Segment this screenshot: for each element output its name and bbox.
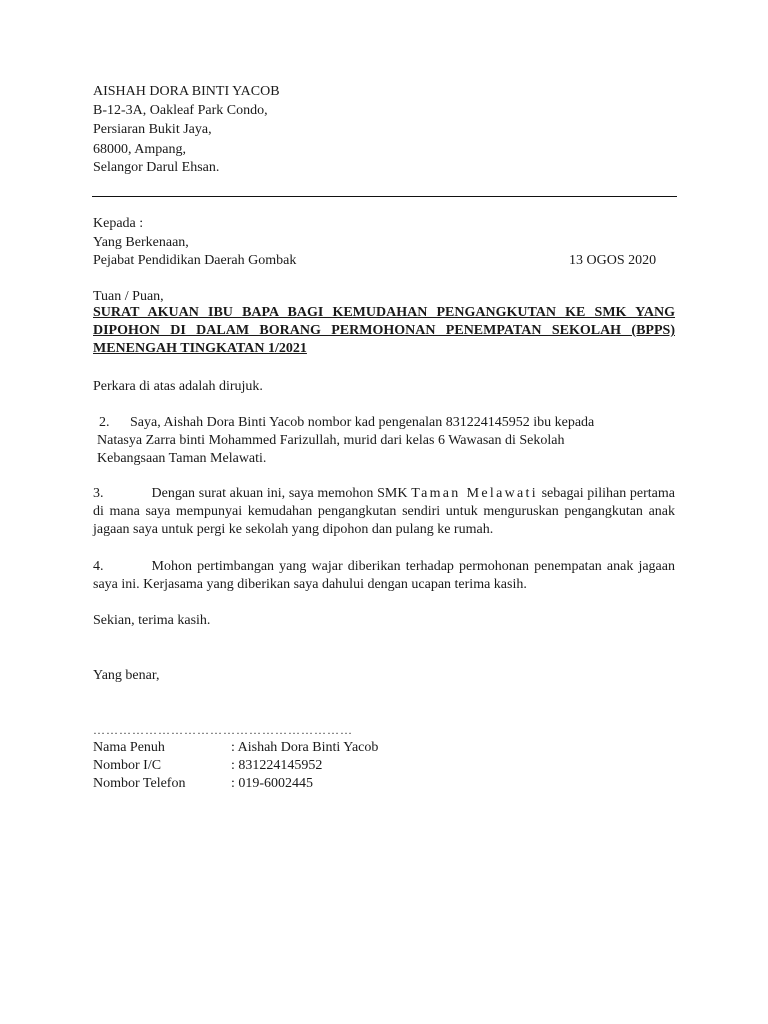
sender-address-line: B-12-3A, Oakleaf Park Condo,: [93, 103, 268, 118]
signer-ic-label: Nombor I/C: [93, 758, 162, 773]
signer-phone-label: Nombor Telefon: [93, 776, 186, 791]
closing: Sekian, terima kasih.: [93, 613, 211, 628]
paragraph-3: [93, 485, 675, 539]
paragraph-2-number: 2.: [99, 415, 110, 430]
paragraph-2-line: Kebangsaan Taman Melawati.: [97, 451, 267, 466]
paragraph-4: [93, 558, 675, 594]
paragraph-1: Perkara di atas adalah dirujuk.: [93, 379, 263, 394]
sender-name: AISHAH DORA BINTI YACOB: [93, 84, 280, 99]
header-divider: [92, 196, 677, 197]
paragraph-2-line: Natasya Zarra binti Mohammed Farizullah, murid dari kelas 6 Wawasan di Sekolah: [97, 433, 565, 448]
paragraph-4-text: Mohon pertimbangan yang wajar diberikan terhadap permohonan penempatan anak jagaan saya ini. Kerjasama yang diberikan saya dahului dengan ucapan terima kasih.: [93, 559, 675, 592]
sender-address-line: 68000, Ampang,: [93, 142, 186, 157]
paragraph-3-text: Dengan surat akuan ini, saya memohon SMK: [151, 486, 412, 501]
recipient-label: Kepada :: [93, 216, 144, 231]
sender-address-line: Selangor Darul Ehsan.: [93, 160, 220, 175]
paragraph-2-line: Saya, Aishah Dora Binti Yacob nombor kad pengenalan 831224145952 ibu kepada: [130, 415, 595, 430]
recipient-line: Yang Berkenaan,: [93, 235, 189, 250]
signer-name-value: : Aishah Dora Binti Yacob: [231, 740, 379, 755]
paragraph-3-text: sebagai pilihan pertama di mana saya mempunyai kemudahan pengangkutan sendiri untuk menguruskan pengangkutan anak jagaan saya untuk pergi ke sekolah yang dipohon dan pulang ke rumah.: [93, 486, 675, 537]
salutation: Tuan / Puan,: [93, 289, 164, 304]
signer-phone-value: : 019-6002445: [231, 776, 314, 791]
letter-date: 13 OGOS 2020: [569, 253, 657, 268]
paragraph-4-number: 4.: [93, 559, 104, 574]
signature-line: ……………………………………………………: [93, 723, 353, 737]
sender-address-line: Persiaran Bukit Jaya,: [93, 122, 212, 137]
subject-heading: SURAT AKUAN IBU BAPA BAGI KEMUDAHAN PENGANGKUTAN KE SMK YANG DIPOHON DI DALAM BORANG PERMOHONAN PENEMPATAN SEKOLAH (BPPS) MENENGAH TINGKATAN 1/2021: [93, 305, 675, 356]
signoff: Yang benar,: [93, 668, 160, 683]
paragraph-3-number: 3.: [93, 486, 104, 501]
school-name: Taman Melawati: [411, 486, 538, 501]
signer-ic-value: : 831224145952: [231, 758, 323, 773]
recipient-line: Pejabat Pendidikan Daerah Gombak: [93, 253, 297, 268]
signer-name-label: Nama Penuh: [93, 740, 165, 755]
